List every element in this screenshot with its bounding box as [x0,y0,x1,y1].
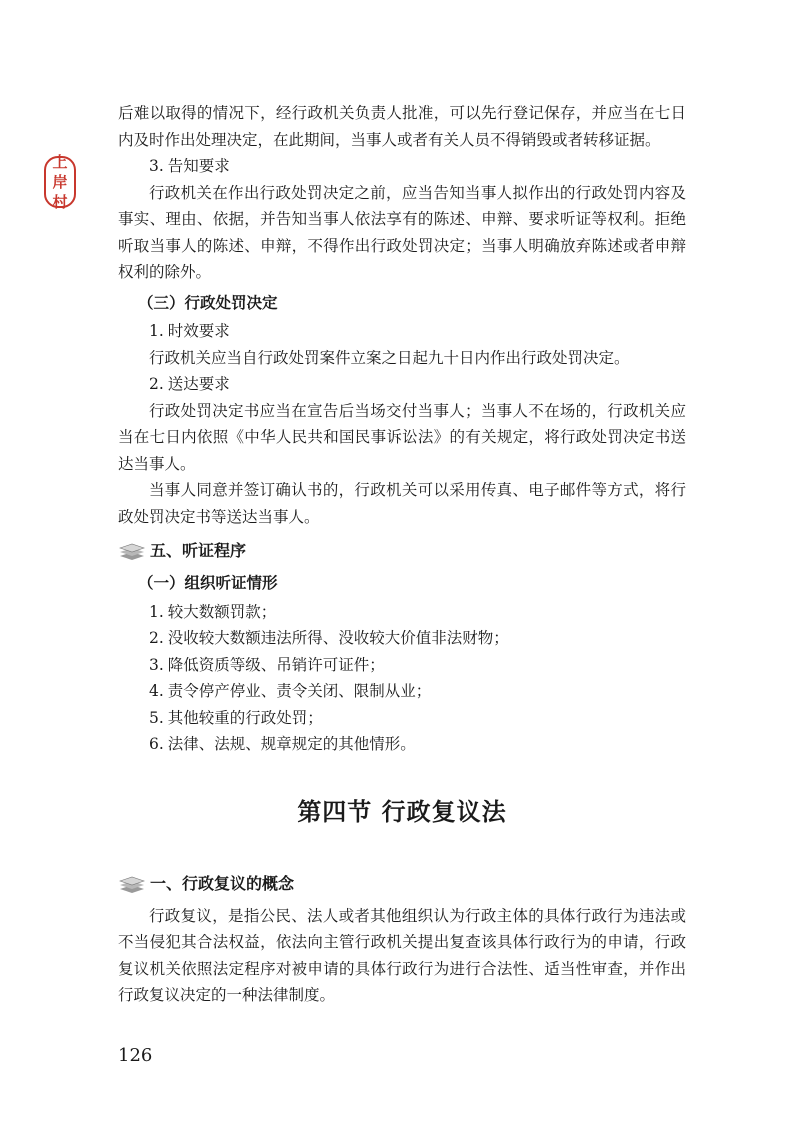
list-text: 较大数额罚款； [167,602,277,621]
list-text: 告知要求 [167,157,230,175]
list-item [118,678,686,705]
book-stack-icon [118,875,146,893]
list-text: 时效要求 [167,322,230,340]
paragraph: 行政复议，是指公民、法人或者其他组织认为行政主体的具体行政行为违法或不当侵犯其合法权益，依法向主管行政机关提出复查该具体行政行为的申请，行政复议机关依照法定程序对被申请的具体行政行为进行合法性、适当性审查，并作出行政复议决定的一种法律制度。 [118,906,686,1004]
subsection-heading: （三）行政处罚决定 [138,293,278,312]
list-number: 3. [149,655,164,674]
list-number: 4. [149,682,164,700]
list-number: 6. [149,735,164,753]
list-number: 2. [149,629,164,647]
seal-stamp-icon: 上岸村 [44,156,76,208]
page-number: 126 [118,1045,153,1066]
list-item [118,652,686,679]
list-item [118,153,686,180]
list-number: 5. [149,708,164,727]
subsection-heading: （一）组织听证情形 [138,574,278,592]
paragraph: 行政机关在作出行政处罚决定之前，应当告知当事人拟作出的行政处罚内容及事实、理由、依据，并告知当事人依法享有的陈述、申辩、要求听证等权利。拒绝听取当事人的陈述、申辩，不得作出行政处罚决定；当事人明确放弃陈述或者申辩权利的除外。 [118,183,686,281]
paragraph: 后难以取得的情况下，经行政机关负责人批准，可以先行登记保存，并应当在七日内及时作出处理决定，在此期间，当事人或者有关人员不得销毁或者转移证据。 [118,104,686,149]
list-text: 法律、法规、规章规定的其他情形。 [167,735,416,753]
list-item [118,731,686,758]
list-item [118,705,686,732]
list-text: 责令停产停业、责令关闭、限制从业； [167,682,432,700]
chapter-title: 第四节 行政复议法 [297,796,507,826]
section-title: 五、听证程序 [150,541,247,560]
list-number: 2. [149,375,164,393]
list-item [118,318,686,345]
paragraph: 当事人同意并签订确认书的，行政机关可以采用传真、电子邮件等方式，将行政处罚决定书等送达当事人。 [118,481,686,526]
list-text: 其他较重的行政处罚； [167,708,323,727]
list-number: 3. [149,157,164,175]
list-item [118,371,686,398]
list-text: 没收较大数额违法所得、没收较大价值非法财物； [167,629,509,647]
page-content [118,100,686,1009]
list-item [118,599,686,626]
list-item [118,625,686,652]
list-text: 降低资质等级、吊销许可证件； [167,655,385,674]
section-heading [118,871,686,897]
section-heading [118,538,686,564]
book-stack-icon [118,542,146,560]
paragraph: 行政处罚决定书应当在宣告后当场交付当事人；当事人不在场的，行政机关应当在七日内依照《中华人民共和国民事诉讼法》的有关规定，将行政处罚决定书送达当事人。 [118,401,686,473]
list-number: 1. [149,322,164,340]
paragraph: 行政机关应当自行政处罚案件立案之日起九十日内作出行政处罚决定。 [149,348,630,367]
list-text: 送达要求 [167,375,230,393]
section-title: 一、行政复议的概念 [150,873,295,893]
list-number: 1. [149,602,164,621]
